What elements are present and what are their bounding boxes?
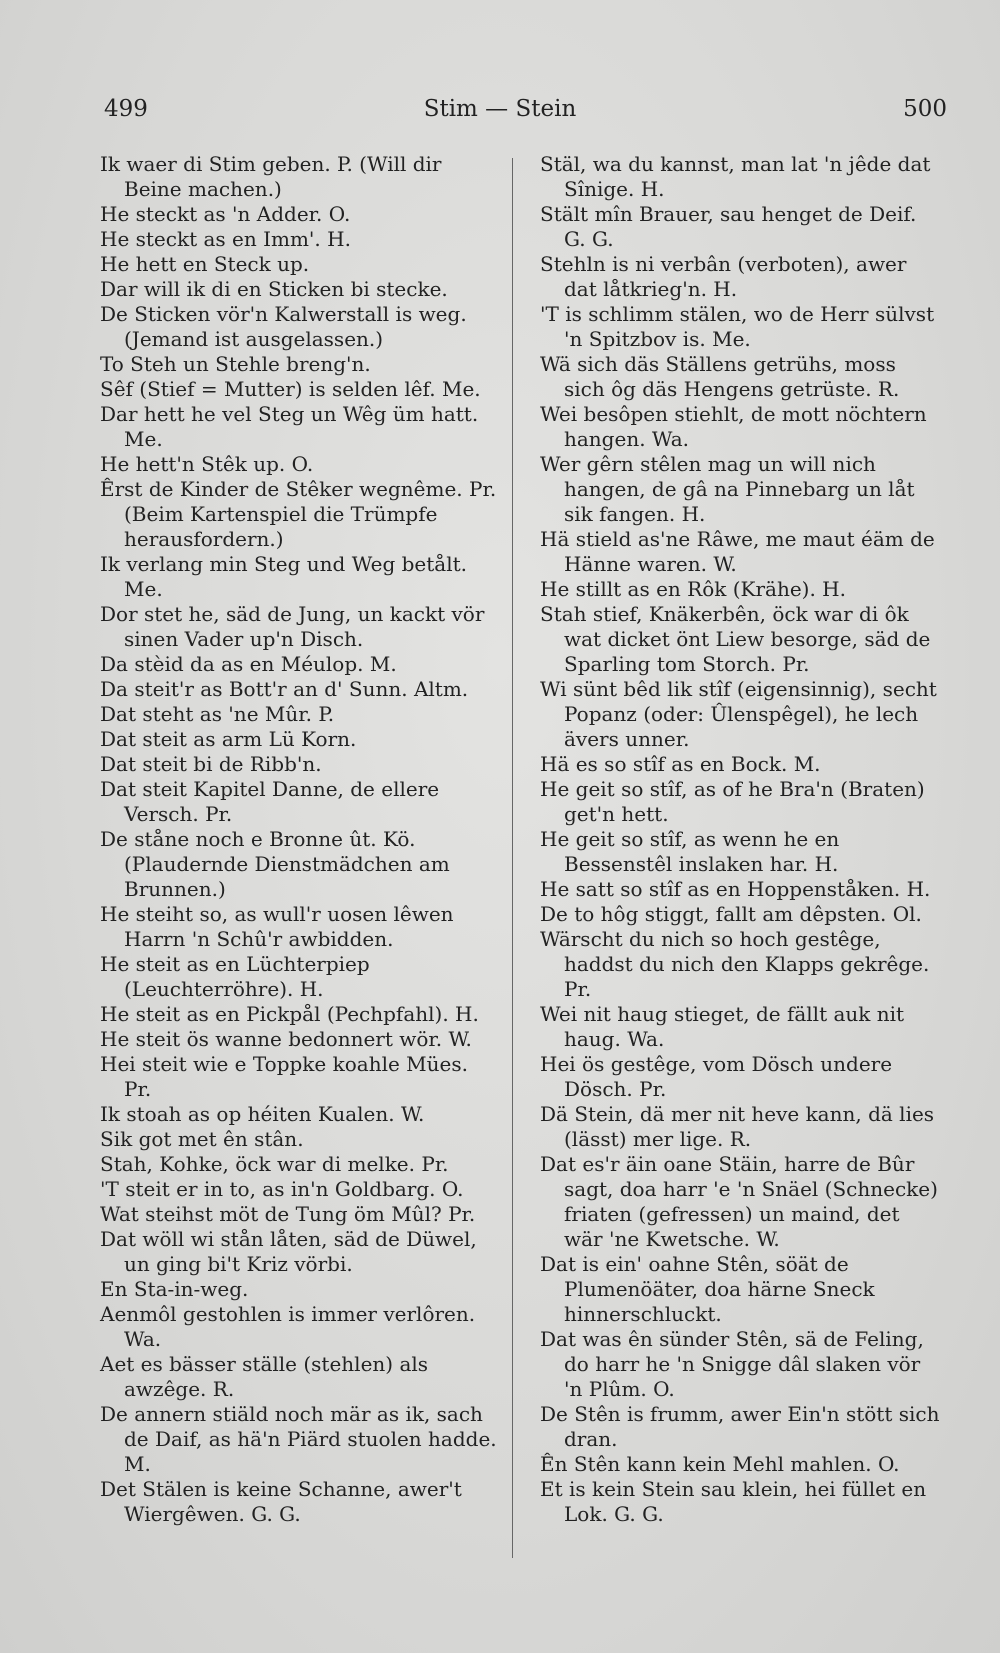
- proverb-entry: Wei nit haug stieget, de fällt auk nit haug. Wa.: [540, 1002, 905, 1051]
- left-page-number: 499: [104, 96, 148, 122]
- proverb-entry: Êrst de Kinder de Stêker wegnême. Pr. (Beim Kartenspiel die Trümpfe herausfordern.): [100, 477, 497, 551]
- proverb-entry: Da steit'r as Bott'r an d' Sunn. Altm.: [100, 677, 469, 701]
- right-column: [540, 152, 940, 1527]
- proverb-entry: Wä sich däs Ställens getrühs, moss sich ôg däs Hengens getrüste. R.: [540, 352, 900, 401]
- proverb-entry: Ik waer di Stim geben. P. (Will dir Beine machen.): [100, 152, 442, 201]
- proverb-entry: Stah stief, Knäkerbên, öck war di ôk wat dicket önt Liew besorge, säd de Sparling tom Storch. Pr.: [540, 602, 931, 676]
- proverb-entry: Det Stälen is keine Schanne, awer't Wiergêwen. G. G.: [100, 1477, 462, 1526]
- running-title: Stim — Stein: [423, 96, 577, 122]
- proverb-entry: He steckt as 'n Adder. O.: [100, 202, 351, 226]
- proverb-entry: Dat es'r äin oane Stäin, harre de Bûr sagt, doa harr 'e 'n Snäel (Schnecke) friaten (gefressen) un maind, det wär 'ne Kwetsche. W.: [540, 1152, 938, 1251]
- proverb-entry: Wärscht du nich so hoch gestêge, haddst du nich den Klapps gekrêge. Pr.: [540, 927, 930, 1001]
- proverb-entry: De Sticken vör'n Kalwerstall is weg. (Jemand ist ausgelassen.): [100, 302, 467, 351]
- proverb-entry: Ik verlang min Steg und Weg betålt. Me.: [100, 552, 468, 601]
- proverb-entry: Hä es so stîf as en Bock. M.: [540, 752, 821, 776]
- proverb-entry: He steckt as en Imm'. H.: [100, 227, 351, 251]
- proverb-entry: Wer gêrn stêlen mag un will nich hangen, de gâ na Pinnebarg un låt sik fangen. H.: [540, 452, 915, 526]
- proverb-entry: He steit ös wanne bedonnert wör. W.: [100, 1027, 472, 1051]
- proverb-entry: Dar hett he vel Steg un Wêg üm hatt. Me.: [100, 402, 479, 451]
- proverb-entry: Dor stet he, säd de Jung, un kackt vör sinen Vader up'n Disch.: [100, 602, 485, 651]
- proverb-entry: To Steh un Stehle breng'n.: [100, 352, 371, 376]
- proverb-entry: Dar will ik di en Sticken bi stecke.: [100, 277, 448, 301]
- proverb-entry: Dä Stein, dä mer nit heve kann, dä lies (lässt) mer lige. R.: [540, 1102, 935, 1151]
- proverb-entry: Dat is ein' oahne Stên, söät de Plumenöäter, doa härne Sneck hinnerschluckt.: [540, 1252, 875, 1326]
- proverb-entry: Sik got met ên stân.: [100, 1127, 304, 1151]
- right-page-number: 500: [903, 96, 947, 122]
- proverb-entry: He satt so stîf as en Hoppenståken. H.: [540, 877, 931, 901]
- proverb-entry: Wei besôpen stiehlt, de mott nöchtern hangen. Wa.: [540, 402, 927, 451]
- proverb-entry: Dat wöll wi stån låten, säd de Düwel, un ging bi't Kriz vörbi.: [100, 1227, 477, 1276]
- proverb-entry: Wat steihst möt de Tung öm Mûl? Pr.: [100, 1202, 476, 1226]
- proverb-entry: 'T is schlimm stälen, wo de Herr sülvst 'n Spitzbov is. Me.: [540, 302, 935, 351]
- proverb-entry: De Stên is frumm, awer Ein'n stött sich dran.: [540, 1402, 940, 1451]
- proverb-entry: De to hôg stiggt, fallt am dêpsten. Ol.: [540, 902, 922, 926]
- proverb-entry: Et is kein Stein sau klein, hei füllet en Lok. G. G.: [540, 1477, 927, 1526]
- proverb-entry: Sêf (Stief = Mutter) is selden lêf. Me.: [100, 377, 481, 401]
- proverb-entry: He steit as en Pickpål (Pechpfahl). H.: [100, 1002, 479, 1026]
- proverb-entry: He geit so stîf, as wenn he en Bessenstêl inslaken har. H.: [540, 827, 840, 876]
- proverb-entry: Stält mîn Brauer, sau henget de Deif. G. G.: [540, 202, 917, 251]
- column-divider: [512, 158, 513, 1558]
- proverb-entry: Stäl, wa du kannst, man lat 'n jêde dat Sînige. H.: [540, 152, 931, 201]
- proverb-entry: Hä stield as'ne Râwe, me maut éäm de Hänne waren. W.: [540, 527, 935, 576]
- proverb-entry: Dat steit bi de Ribb'n.: [100, 752, 322, 776]
- proverb-entry: He hett en Steck up.: [100, 252, 310, 276]
- proverb-entry: Ên Stên kann kein Mehl mahlen. O.: [540, 1452, 900, 1476]
- proverb-entry: Aet es bässer ställe (stehlen) als awzêge. R.: [100, 1352, 429, 1401]
- proverb-entry: Stah, Kohke, öck war di melke. Pr.: [100, 1152, 449, 1176]
- proverb-entry: He steit as en Lüchterpiep (Leuchterröhre). H.: [100, 952, 370, 1001]
- proverb-entry: Dat steit as arm Lü Korn.: [100, 727, 357, 751]
- proverb-entry: He geit so stîf, as of he Bra'n (Braten) get'n hett.: [540, 777, 925, 826]
- proverb-entry: De ståne noch e Bronne ût. Kö. (Plaudernde Dienstmädchen am Brunnen.): [100, 827, 450, 901]
- proverb-entry: Dat was ên sünder Stên, sä de Feling, do harr he 'n Snigge dâl slaken vör 'n Plûm. O.: [540, 1327, 924, 1401]
- proverb-entry: Ik stoah as op héiten Kualen. W.: [100, 1102, 425, 1126]
- proverb-entry: He steiht so, as wull'r uosen lêwen Harrn 'n Schû'r awbidden.: [100, 902, 454, 951]
- proverb-entry: Hei steit wie e Toppke koahle Mües. Pr.: [100, 1052, 468, 1101]
- proverb-entry: Da stèid da as en Méulop. M.: [100, 652, 397, 676]
- proverb-entry: He hett'n Stêk up. O.: [100, 452, 314, 476]
- proverb-entry: En Sta-in-weg.: [100, 1277, 249, 1301]
- proverb-entry: 'T steit er in to, as in'n Goldbarg. O.: [100, 1177, 464, 1201]
- left-column: [100, 152, 500, 1527]
- proverb-entry: He stillt as en Rôk (Krähe). H.: [540, 577, 846, 601]
- proverb-entry: Dat steht as 'ne Mûr. P.: [100, 702, 335, 726]
- proverb-entry: Dat steit Kapitel Danne, de ellere Versch. Pr.: [100, 777, 440, 826]
- proverb-entry: De annern stiäld noch mär as ik, sach de Daif, as hä'n Piärd stuolen hadde. M.: [100, 1402, 497, 1476]
- proverb-entry: Hei ös gestêge, vom Dösch undere Dösch. Pr.: [540, 1052, 893, 1101]
- page-header: [0, 96, 1000, 132]
- proverb-entry: Stehln is ni verbân (verboten), awer dat låtkrieg'n. H.: [540, 252, 907, 301]
- proverb-entry: Aenmôl gestohlen is immer verlôren. Wa.: [100, 1302, 476, 1351]
- proverb-entry: Wi sünt bêd lik stîf (eigensinnig), secht Popanz (oder: Ûlenspêgel), he lech ävers unner.: [540, 677, 937, 751]
